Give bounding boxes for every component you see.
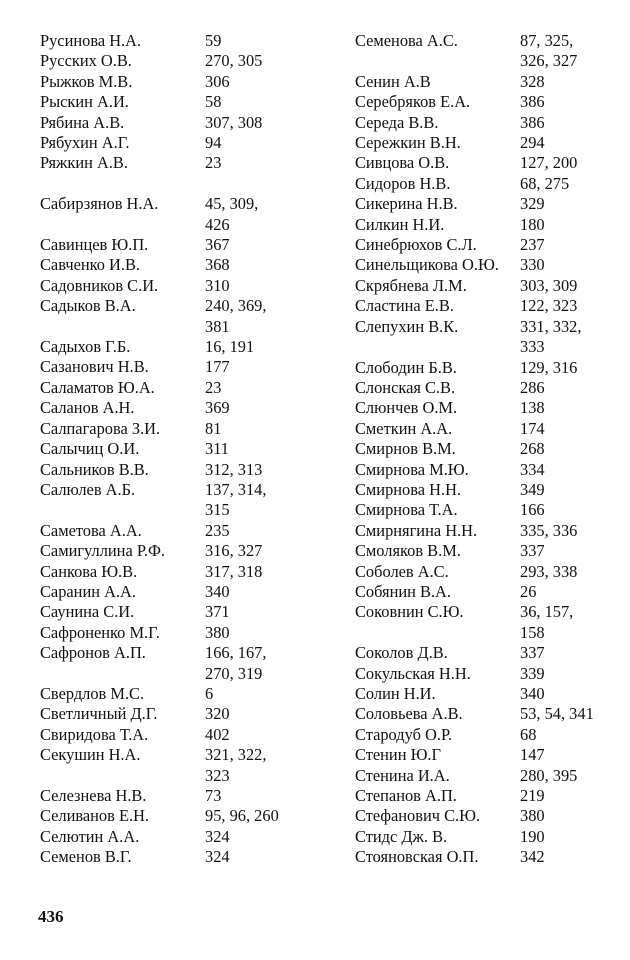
entry-name: Санкова Ю.В. xyxy=(40,561,138,581)
entry-name: Сметкин А.А. xyxy=(355,418,453,438)
index-entry xyxy=(40,745,330,786)
index-entry xyxy=(40,704,330,724)
entry-pages: 386 xyxy=(520,92,545,112)
entry-pages: 293, 338 xyxy=(520,561,578,581)
entry-pages: 81 xyxy=(205,418,222,438)
entry-pages: 68 xyxy=(520,724,537,744)
entry-name: Сафронов А.П. xyxy=(40,643,146,663)
entry-name: Смирнова Н.Н. xyxy=(355,479,462,499)
entry-name: Сивцова О.В. xyxy=(355,153,450,173)
entry-pages: 87, 325, 326, 327 xyxy=(520,31,578,71)
index-entry xyxy=(40,806,330,826)
entry-pages: 122, 323 xyxy=(520,296,578,316)
entry-pages: 368 xyxy=(205,255,230,275)
entry-pages: 280, 395 xyxy=(520,765,578,785)
index-entry xyxy=(40,235,330,255)
entry-pages: 402 xyxy=(205,724,230,744)
entry-name: Салюлев А.Б. xyxy=(40,479,136,499)
entry-pages: 349 xyxy=(520,479,545,499)
index-entry xyxy=(40,378,330,398)
entry-pages: 219 xyxy=(520,786,545,806)
index-entry xyxy=(40,602,330,622)
index-entry xyxy=(40,460,330,480)
entry-pages: 340 xyxy=(520,684,545,703)
entry-name: Свердлов М.С. xyxy=(40,683,145,703)
entry-name: Сенин А.В xyxy=(355,71,431,91)
entry-name: Стародуб О.Р. xyxy=(355,724,453,744)
index-entry xyxy=(355,562,620,582)
entry-name: Саунина С.И. xyxy=(40,602,135,622)
entry-name: Салпагарова З.И. xyxy=(40,418,161,438)
entry-name: Синельщикова О.Ю. xyxy=(355,255,499,275)
entry-pages: 386 xyxy=(520,112,545,132)
entry-name: Секушин Н.А. xyxy=(40,745,141,765)
index-entry xyxy=(355,480,620,500)
entry-name: Собянин В.А. xyxy=(355,581,451,601)
entry-pages: 95, 96, 260 xyxy=(205,806,279,826)
entry-name: Середа В.В. xyxy=(355,112,439,132)
index-entry xyxy=(40,92,330,112)
index-entry xyxy=(355,133,620,153)
entry-pages: 177 xyxy=(205,357,230,377)
index-entry xyxy=(355,827,620,847)
entry-name: Силкин Н.И. xyxy=(355,214,445,234)
index-entry xyxy=(40,133,330,153)
entry-name: Семенова А.С. xyxy=(355,31,458,50)
index-entry xyxy=(40,827,330,847)
index-entry xyxy=(355,194,620,214)
entry-name: Рыжков М.В. xyxy=(40,71,133,91)
entry-pages: 270, 305 xyxy=(205,51,263,71)
entry-pages: 321, 322, 323 xyxy=(205,745,267,785)
index-entry xyxy=(355,602,620,643)
entry-pages: 137, 314, 315 xyxy=(205,479,267,520)
index-column-left xyxy=(40,31,330,868)
index-entry xyxy=(40,725,330,745)
entry-pages: 268 xyxy=(520,439,545,459)
index-entry xyxy=(355,358,620,378)
index-entry xyxy=(40,357,330,377)
entry-pages: 320 xyxy=(205,704,230,724)
entry-name: Самигуллина Р.Ф. xyxy=(40,541,166,561)
entry-name: Саланов А.Н. xyxy=(40,398,135,418)
entry-pages: 369 xyxy=(205,398,230,418)
entry-pages: 73 xyxy=(205,786,222,806)
entry-pages: 331, 332, 333 xyxy=(520,316,582,357)
entry-name: Семенов В.Г. xyxy=(40,847,132,867)
entry-pages: 53, 54, 341 xyxy=(520,704,594,724)
entry-name: Селиванов Е.Н. xyxy=(40,806,150,826)
index-entry xyxy=(355,31,620,72)
index-entry xyxy=(40,480,330,521)
entry-pages: 380 xyxy=(520,806,545,826)
index-entry xyxy=(355,541,620,561)
entry-pages: 94 xyxy=(205,133,222,153)
index-entry xyxy=(355,92,620,112)
entry-pages: 6 xyxy=(205,683,214,703)
entry-pages: 138 xyxy=(520,398,545,418)
entry-name: Сидоров Н.В. xyxy=(355,173,451,193)
index-entry xyxy=(40,684,330,704)
entry-pages: 23 xyxy=(205,377,222,397)
entry-name: Соколов Д.В. xyxy=(355,643,448,663)
entry-pages: 310 xyxy=(205,275,230,295)
entry-name: Сальников В.В. xyxy=(40,459,149,479)
entry-pages: 147 xyxy=(520,745,545,765)
entry-pages: 330 xyxy=(520,255,545,275)
entry-pages: 340 xyxy=(205,581,230,601)
entry-name: Сережкин В.Н. xyxy=(355,133,461,153)
entry-name: Стенина И.А. xyxy=(355,765,450,785)
entry-name: Сокульская Н.Н. xyxy=(355,663,471,683)
entry-pages: 311 xyxy=(205,439,229,459)
index-entry xyxy=(355,643,620,663)
entry-name: Сафроненко М.Г. xyxy=(40,622,160,642)
entry-name: Степанов А.П. xyxy=(355,786,457,806)
index-entry xyxy=(355,521,620,541)
entry-pages: 380 xyxy=(205,622,230,642)
entry-name: Слепухин В.К. xyxy=(355,316,459,336)
index-entry xyxy=(40,337,330,357)
entry-pages: 26 xyxy=(520,581,537,601)
index-entry xyxy=(355,378,620,398)
entry-name: Свиридова Т.А. xyxy=(40,724,149,744)
index-entry xyxy=(355,664,620,684)
entry-pages: 166, 167, 270, 319 xyxy=(205,643,267,683)
entry-name: Ряжкин А.В. xyxy=(40,153,128,173)
entry-pages: 337 xyxy=(520,541,545,561)
index-entry xyxy=(40,31,330,51)
entry-pages: 337 xyxy=(520,643,545,663)
entry-name: Савченко И.В. xyxy=(40,255,140,275)
index-entry xyxy=(355,745,620,765)
index-entry xyxy=(355,847,620,867)
entry-name: Саранин А.А. xyxy=(40,581,136,601)
index-entry xyxy=(40,419,330,439)
entry-pages: 324 xyxy=(205,826,230,846)
index-entry xyxy=(40,521,330,541)
entry-name: Светличный Д.Г. xyxy=(40,704,158,724)
entry-name: Рябухин А.Г. xyxy=(40,133,130,153)
index-entry xyxy=(40,113,330,133)
entry-pages: 235 xyxy=(205,520,230,540)
index-entry xyxy=(40,276,330,296)
entry-name: Скрябнева Л.М. xyxy=(355,275,467,295)
index-entry xyxy=(355,255,620,275)
index-entry xyxy=(355,276,620,296)
index-entry xyxy=(355,725,620,745)
entry-name: Русинова Н.А. xyxy=(40,31,142,50)
index-entry xyxy=(40,296,330,337)
index-entry xyxy=(355,296,620,316)
index-entry xyxy=(355,419,620,439)
index-entry xyxy=(40,51,330,71)
entry-pages: 45, 309, 426 xyxy=(205,194,259,234)
index-entry xyxy=(40,562,330,582)
index-entry xyxy=(40,786,330,806)
entry-pages: 317, 318 xyxy=(205,561,263,581)
entry-pages: 342 xyxy=(520,847,545,867)
entry-name: Селезнева Н.В. xyxy=(40,786,147,806)
entry-name: Рябина А.В. xyxy=(40,112,125,132)
index-entry xyxy=(355,806,620,826)
entry-name: Саметова А.А. xyxy=(40,520,142,540)
index-entry xyxy=(355,439,620,459)
entry-name: Савинцев Ю.П. xyxy=(40,235,149,255)
entry-pages: 286 xyxy=(520,377,545,397)
entry-name: Солин Н.И. xyxy=(355,684,436,703)
entry-name: Слонская С.В. xyxy=(355,377,456,397)
entry-pages: 306 xyxy=(205,71,230,91)
index-entry xyxy=(355,235,620,255)
entry-pages: 127, 200 xyxy=(520,153,578,173)
entry-name: Смирнов В.М. xyxy=(355,439,456,459)
index-entry xyxy=(355,766,620,786)
index-entry xyxy=(40,847,330,867)
entry-pages: 16, 191 xyxy=(205,337,255,357)
entry-name: Рыскин А.И. xyxy=(40,92,129,112)
index-entry xyxy=(40,255,330,275)
entry-pages: 240, 369, 381 xyxy=(205,296,267,336)
index-entry xyxy=(40,582,330,602)
index-entry xyxy=(355,582,620,602)
index-entry xyxy=(40,153,330,173)
entry-name: Садыков В.А. xyxy=(40,296,136,316)
entry-pages: 303, 309 xyxy=(520,275,578,295)
letter-gap xyxy=(40,174,330,194)
entry-name: Смоляков В.М. xyxy=(355,541,461,561)
index-entry xyxy=(40,541,330,561)
entry-pages: 312, 313 xyxy=(205,459,263,479)
entry-name: Соболев А.С. xyxy=(355,561,449,581)
index-entry xyxy=(40,439,330,459)
entry-pages: 180 xyxy=(520,214,545,234)
index-entry xyxy=(355,174,620,194)
entry-pages: 129, 316 xyxy=(520,357,578,377)
entry-pages: 166 xyxy=(520,500,545,520)
entry-name: Салычиц О.И. xyxy=(40,439,140,459)
index-entry xyxy=(355,684,620,704)
entry-pages: 190 xyxy=(520,826,545,846)
index-entry xyxy=(40,623,330,643)
index-entry xyxy=(355,215,620,235)
entry-pages: 58 xyxy=(205,92,222,112)
entry-name: Смирнягина Н.Н. xyxy=(355,520,478,540)
entry-name: Селютин А.А. xyxy=(40,826,140,846)
entry-pages: 237 xyxy=(520,235,545,255)
entry-pages: 324 xyxy=(205,847,230,867)
entry-name: Садыхов Г.Б. xyxy=(40,337,131,357)
entry-pages: 174 xyxy=(520,418,545,438)
index-entry xyxy=(355,72,620,92)
entry-name: Стефанович С.Ю. xyxy=(355,806,481,826)
page-number: 436 xyxy=(38,907,64,926)
entry-pages: 329 xyxy=(520,194,545,214)
entry-pages: 339 xyxy=(520,663,545,683)
entry-name: Соковнин С.Ю. xyxy=(355,602,464,622)
entry-pages: 36, 157, 158 xyxy=(520,602,574,642)
entry-pages: 334 xyxy=(520,459,545,479)
index-entry xyxy=(355,398,620,418)
index-entry xyxy=(355,153,620,173)
entry-name: Сластина Е.В. xyxy=(355,296,454,316)
entry-pages: 371 xyxy=(205,602,230,622)
index-entry xyxy=(40,72,330,92)
index-entry xyxy=(40,398,330,418)
entry-pages: 23 xyxy=(205,153,222,173)
entry-name: Сикерина Н.В. xyxy=(355,194,458,214)
entry-name: Синебрюхов С.Л. xyxy=(355,235,477,255)
index-entry xyxy=(355,460,620,480)
index-entry xyxy=(355,786,620,806)
entry-name: Саламатов Ю.А. xyxy=(40,377,155,397)
entry-name: Слободин Б.В. xyxy=(355,357,457,377)
index-column-right xyxy=(355,31,620,868)
entry-name: Соловьева А.В. xyxy=(355,704,463,724)
index-entry xyxy=(355,317,620,358)
entry-pages: 294 xyxy=(520,133,545,153)
index-entry xyxy=(355,500,620,520)
entry-name: Стояновская О.П. xyxy=(355,847,479,867)
entry-pages: 59 xyxy=(205,31,222,50)
entry-name: Смирнова М.Ю. xyxy=(355,459,469,479)
entry-pages: 316, 327 xyxy=(205,541,263,561)
entry-name: Слюнчев О.М. xyxy=(355,398,458,418)
entry-name: Серебряков Е.А. xyxy=(355,92,471,112)
entry-pages: 367 xyxy=(205,235,230,255)
entry-name: Русских О.В. xyxy=(40,51,132,71)
index-entry xyxy=(40,194,330,235)
entry-pages: 68, 275 xyxy=(520,173,570,193)
index-entry xyxy=(40,643,330,684)
entry-name: Стенин Ю.Г xyxy=(355,745,441,765)
entry-pages: 307, 308 xyxy=(205,112,263,132)
index-entry xyxy=(355,113,620,133)
entry-name: Стидс Дж. В. xyxy=(355,826,448,846)
entry-name: Садовников С.И. xyxy=(40,275,159,295)
index-entry xyxy=(355,704,620,724)
entry-name: Сазанович Н.В. xyxy=(40,357,149,377)
entry-pages: 335, 336 xyxy=(520,520,578,540)
entry-name: Смирнова Т.А. xyxy=(355,500,458,520)
entry-pages: 328 xyxy=(520,71,545,91)
entry-name: Сабирзянов Н.А. xyxy=(40,194,159,214)
